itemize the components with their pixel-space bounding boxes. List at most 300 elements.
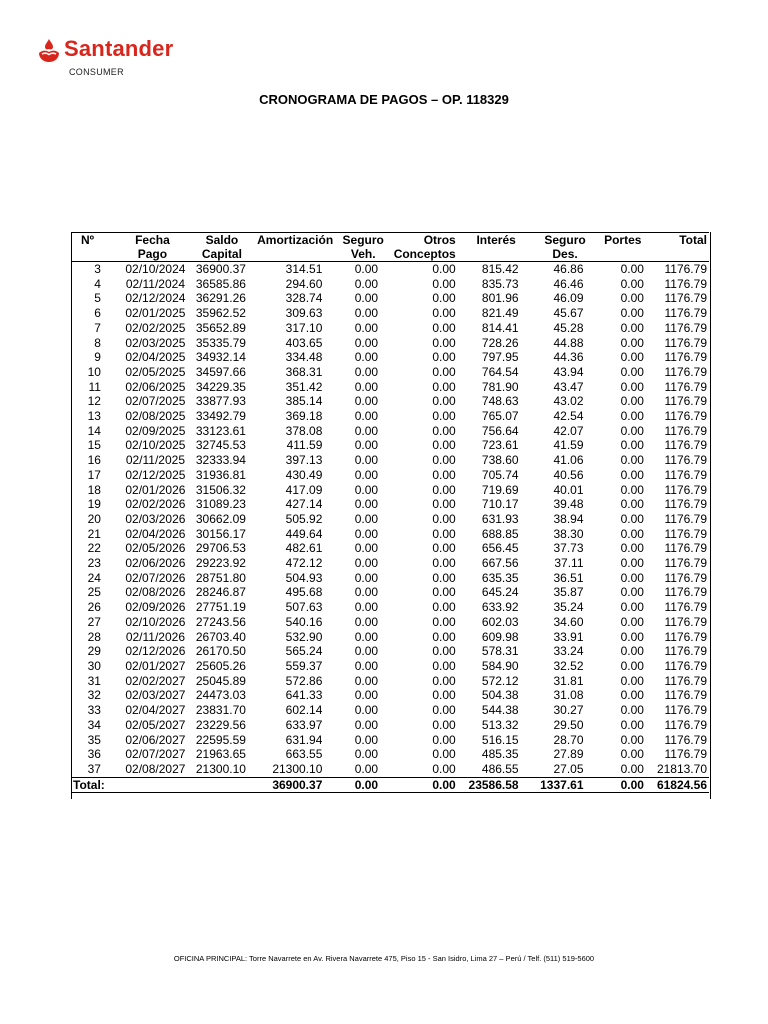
cell-saldo-capital: 34597.66: [195, 364, 246, 379]
cell-seguro-des: 44.88: [553, 335, 584, 350]
col-header-otros: Otros: [390, 233, 462, 248]
cell-total: 1176.79: [664, 732, 707, 747]
cell-amortizacion: 641.33: [285, 688, 323, 703]
cell-amortizacion: 385.14: [285, 394, 323, 409]
cell-seguro-des: 30.27: [553, 703, 584, 718]
cell-seguro-veh: 0.00: [354, 467, 379, 482]
cell-interes: 781.90: [481, 379, 519, 394]
col-header-seguro-veh-2: Veh.: [336, 247, 390, 262]
table-row: [71, 336, 709, 351]
cell-interes: 584.90: [481, 658, 519, 673]
cell-fecha-pago: 02/08/2027: [125, 761, 186, 776]
cell-total: 1176.79: [664, 482, 707, 497]
cell-amortizacion: 369.18: [285, 409, 323, 424]
cell-total: 21813.70: [656, 761, 707, 776]
cell-saldo-capital: 27243.56: [195, 614, 246, 629]
cell-interes: 633.92: [481, 600, 519, 615]
cell-interes: 756.64: [481, 423, 519, 438]
cell-saldo-capital: 35962.52: [195, 306, 246, 321]
cell-amortizacion: 21300.10: [272, 761, 323, 776]
cell-saldo-capital: 33123.61: [195, 423, 246, 438]
cell-amortizacion: 565.24: [285, 644, 323, 659]
cell-interes: 504.38: [481, 688, 519, 703]
cell-interes: 485.35: [481, 747, 519, 762]
cell-portes: 0.00: [620, 747, 644, 762]
cell-total: 1176.79: [664, 423, 707, 438]
cell-portes: 0.00: [620, 467, 644, 482]
cell-interes: 602.03: [481, 614, 519, 629]
header-row-1: [71, 233, 709, 248]
cell-amortizacion: 472.12: [285, 556, 323, 571]
cell-n: 17: [87, 467, 101, 482]
cell-seguro-veh: 0.00: [354, 350, 379, 365]
cell-seguro-veh: 0.00: [354, 570, 379, 585]
table-row: [71, 394, 709, 409]
cell-portes: 0.00: [620, 732, 644, 747]
cell-saldo-capital: 32333.94: [195, 453, 246, 468]
cell-total: 1176.79: [664, 688, 707, 703]
table-row: [71, 688, 709, 703]
cell-saldo-capital: 26170.50: [195, 644, 246, 659]
cell-total: 1176.79: [664, 673, 707, 688]
table-row: [71, 306, 709, 321]
cell-portes: 0.00: [620, 541, 644, 556]
cell-n: 14: [87, 423, 101, 438]
col-header-fecha-2: Pago: [115, 247, 190, 262]
cell-n: 16: [87, 453, 101, 468]
cell-seguro-des: 39.48: [553, 497, 584, 512]
cell-seguro-des: 31.81: [553, 673, 584, 688]
page-title: CRONOGRAMA DE PAGOS – OP. 118329: [259, 92, 509, 107]
cell-fecha-pago: 02/10/2026: [125, 614, 186, 629]
cell-interes: 728.26: [481, 335, 519, 350]
totals-row: [71, 777, 709, 792]
table-row: [71, 350, 709, 365]
cell-seguro-des: 27.89: [553, 747, 584, 762]
cell-amortizacion: 368.31: [285, 364, 323, 379]
cell-otros-conceptos: 0.00: [432, 644, 456, 659]
cell-otros-conceptos: 0.00: [432, 570, 456, 585]
cell-saldo-capital: 25045.89: [195, 673, 246, 688]
cell-amortizacion: 540.16: [285, 614, 323, 629]
cell-interes: 738.60: [481, 453, 519, 468]
col-header-interes: Interés: [462, 233, 531, 248]
cell-saldo-capital: 30156.17: [195, 526, 246, 541]
col-header-total: Total: [646, 233, 709, 248]
cell-fecha-pago: 02/08/2026: [125, 585, 186, 600]
cell-fecha-pago: 02/07/2025: [125, 394, 186, 409]
cell-seguro-veh: 0.00: [354, 364, 379, 379]
cell-otros-conceptos: 0.00: [432, 262, 456, 276]
cell-seguro-des: 33.91: [553, 629, 584, 644]
cell-portes: 0.00: [620, 644, 644, 659]
cell-n: 25: [87, 585, 101, 600]
brand-name: Santander: [64, 36, 174, 61]
cell-total: 1176.79: [664, 629, 707, 644]
cell-interes: 631.93: [481, 511, 519, 526]
cell-otros-conceptos: 0.00: [432, 453, 456, 468]
cell-amortizacion: 397.13: [285, 453, 323, 468]
cell-interes: 797.95: [481, 350, 519, 365]
cell-interes: 723.61: [481, 438, 519, 453]
cell-portes: 0.00: [620, 673, 644, 688]
cell-total: 1176.79: [664, 379, 707, 394]
cell-amortizacion: 504.93: [285, 570, 323, 585]
cell-fecha-pago: 02/03/2025: [125, 335, 186, 350]
table-row: [71, 600, 709, 615]
cell-seguro-des: 35.24: [553, 600, 584, 615]
cell-saldo-capital: 36291.26: [195, 291, 246, 306]
cell-seguro-veh: 0.00: [354, 688, 379, 703]
cell-n: 30: [87, 658, 101, 673]
cell-seguro-des: 36.51: [553, 570, 584, 585]
cell-amortizacion: 663.55: [285, 747, 323, 762]
cell-n: 22: [87, 541, 101, 556]
cell-seguro-veh: 0.00: [354, 747, 379, 762]
cell-saldo-capital: 31089.23: [195, 497, 246, 512]
cell-interes: 814.41: [481, 320, 519, 335]
cell-portes: 0.00: [620, 276, 644, 291]
cell-fecha-pago: 02/10/2025: [125, 438, 186, 453]
col-header-fecha: Fecha: [115, 233, 190, 248]
col-header-saldo: Saldo: [190, 233, 254, 248]
col-header-portes: Portes: [600, 233, 646, 248]
cell-saldo-capital: 22595.59: [195, 732, 246, 747]
table-row: [71, 277, 709, 292]
cell-n: 5: [94, 291, 101, 306]
table-row: [71, 365, 709, 380]
col-header-amortizacion: Amortización: [254, 233, 336, 248]
cell-seguro-veh: 0.00: [354, 717, 379, 732]
cell-total: 1176.79: [664, 335, 707, 350]
cell-interes: 578.31: [481, 644, 519, 659]
cell-otros-conceptos: 0.00: [432, 614, 456, 629]
cell-portes: 0.00: [620, 688, 644, 703]
cell-total: 1176.79: [664, 291, 707, 306]
cell-portes: 0.00: [620, 761, 644, 776]
cell-amortizacion: 403.65: [285, 335, 323, 350]
flame-icon: [36, 38, 62, 64]
table-row: [71, 571, 709, 586]
cell-seguro-des: 40.56: [553, 467, 584, 482]
cell-n: 29: [87, 644, 101, 659]
cell-seguro-des: 27.05: [553, 761, 584, 776]
cell-seguro-veh: 0.00: [354, 703, 379, 718]
cell-otros-conceptos: 0.00: [432, 658, 456, 673]
cell-total: 1176.79: [664, 541, 707, 556]
cell-amortizacion: 507.63: [285, 600, 323, 615]
cell-interes: 667.56: [481, 556, 519, 571]
cell-seguro-veh: 0.00: [354, 526, 379, 541]
cell-saldo-capital: 29223.92: [195, 556, 246, 571]
cell-otros-conceptos: 0.00: [432, 673, 456, 688]
cell-saldo-capital: 28246.87: [195, 585, 246, 600]
cell-portes: 0.00: [620, 409, 644, 424]
cell-amortizacion: 378.08: [285, 423, 323, 438]
table-row: [71, 483, 709, 498]
cell-n: 18: [87, 482, 101, 497]
cell-total: 1176.79: [664, 409, 707, 424]
cell-interes: 705.74: [481, 467, 519, 482]
cell-fecha-pago: 02/12/2024: [125, 291, 186, 306]
cell-seguro-veh: 0.00: [354, 497, 379, 512]
cell-interes: 635.35: [481, 570, 519, 585]
cell-seguro-des: 33.24: [553, 644, 584, 659]
payment-schedule-table: [71, 232, 709, 793]
cell-otros-conceptos: 0.00: [432, 556, 456, 571]
cell-portes: 0.00: [620, 262, 644, 276]
cell-seguro-veh: 0.00: [354, 291, 379, 306]
cell-amortizacion: 633.97: [285, 717, 323, 732]
cell-n: 13: [87, 409, 101, 424]
cell-seguro-des: 43.94: [553, 364, 584, 379]
cell-portes: 0.00: [620, 291, 644, 306]
cell-seguro-des: 40.01: [553, 482, 584, 497]
cell-portes: 0.00: [620, 600, 644, 615]
cell-seguro-veh: 0.00: [354, 732, 379, 747]
cell-amortizacion: 417.09: [285, 482, 323, 497]
totals-portes: 0.00: [600, 777, 646, 792]
cell-fecha-pago: 02/09/2025: [125, 423, 186, 438]
cell-total: 1176.79: [664, 453, 707, 468]
cell-total: 1176.79: [664, 364, 707, 379]
cell-otros-conceptos: 0.00: [432, 732, 456, 747]
cell-seguro-des: 41.06: [553, 453, 584, 468]
cell-total: 1176.79: [664, 556, 707, 571]
cell-otros-conceptos: 0.00: [432, 291, 456, 306]
cell-portes: 0.00: [620, 703, 644, 718]
cell-total: 1176.79: [664, 614, 707, 629]
cell-fecha-pago: 02/04/2026: [125, 526, 186, 541]
cell-n: 12: [87, 394, 101, 409]
cell-seguro-des: 43.47: [553, 379, 584, 394]
cell-otros-conceptos: 0.00: [432, 482, 456, 497]
cell-seguro-veh: 0.00: [354, 556, 379, 571]
cell-saldo-capital: 25605.26: [195, 658, 246, 673]
cell-total: 1176.79: [664, 717, 707, 732]
cell-n: 36: [87, 747, 101, 762]
cell-n: 33: [87, 703, 101, 718]
cell-seguro-veh: 0.00: [354, 453, 379, 468]
cell-interes: 835.73: [481, 276, 519, 291]
cell-seguro-veh: 0.00: [354, 673, 379, 688]
cell-amortizacion: 314.51: [285, 262, 323, 276]
cell-portes: 0.00: [620, 306, 644, 321]
cell-total: 1176.79: [664, 600, 707, 615]
cell-seguro-des: 43.02: [553, 394, 584, 409]
cell-total: 1176.79: [664, 306, 707, 321]
cell-interes: 513.32: [481, 717, 519, 732]
cell-seguro-des: 34.60: [553, 614, 584, 629]
cell-total: 1176.79: [664, 320, 707, 335]
cell-portes: 0.00: [620, 511, 644, 526]
cell-portes: 0.00: [620, 423, 644, 438]
cell-seguro-veh: 0.00: [354, 409, 379, 424]
col-header-n-2: [71, 247, 115, 262]
cell-n: 15: [87, 438, 101, 453]
cell-fecha-pago: 02/01/2027: [125, 658, 186, 673]
cell-saldo-capital: 36900.37: [195, 262, 246, 276]
cell-seguro-veh: 0.00: [354, 614, 379, 629]
cell-n: 4: [94, 276, 101, 291]
cell-otros-conceptos: 0.00: [432, 717, 456, 732]
cell-amortizacion: 559.37: [285, 658, 323, 673]
cell-portes: 0.00: [620, 629, 644, 644]
cell-n: 19: [87, 497, 101, 512]
table-row: [71, 733, 709, 748]
cell-otros-conceptos: 0.00: [432, 688, 456, 703]
cell-seguro-veh: 0.00: [354, 306, 379, 321]
cell-saldo-capital: 21963.65: [195, 747, 246, 762]
cell-fecha-pago: 02/06/2025: [125, 379, 186, 394]
cell-seguro-des: 29.50: [553, 717, 584, 732]
cell-fecha-pago: 02/09/2026: [125, 600, 186, 615]
cell-saldo-capital: 27751.19: [195, 600, 246, 615]
cell-saldo-capital: 30662.09: [195, 511, 246, 526]
cell-saldo-capital: 33492.79: [195, 409, 246, 424]
cell-seguro-des: 32.52: [553, 658, 584, 673]
cell-fecha-pago: 02/12/2026: [125, 644, 186, 659]
cell-n: 24: [87, 570, 101, 585]
cell-total: 1176.79: [664, 526, 707, 541]
col-header-seguro-des: Seguro: [531, 233, 600, 248]
cell-seguro-veh: 0.00: [354, 482, 379, 497]
cell-fecha-pago: 02/02/2025: [125, 320, 186, 335]
cell-seguro-des: 37.11: [554, 556, 584, 571]
cell-fecha-pago: 02/02/2027: [125, 673, 186, 688]
cell-interes: 801.96: [481, 291, 519, 306]
cell-amortizacion: 294.60: [285, 276, 323, 291]
cell-saldo-capital: 28751.80: [195, 570, 246, 585]
cell-interes: 572.12: [481, 673, 519, 688]
totals-seguro-des: 1337.61: [531, 777, 600, 792]
cell-seguro-veh: 0.00: [354, 629, 379, 644]
cell-fecha-pago: 02/11/2024: [125, 276, 185, 291]
cell-portes: 0.00: [620, 320, 644, 335]
cell-seguro-des: 35.87: [553, 585, 584, 600]
cell-portes: 0.00: [620, 717, 644, 732]
cell-saldo-capital: 31936.81: [195, 467, 246, 482]
cell-interes: 764.54: [481, 364, 519, 379]
header-row-2: [71, 247, 709, 262]
col-header-seguro-veh: Seguro: [336, 233, 390, 248]
cell-interes: 609.98: [481, 629, 519, 644]
schedule-body: [71, 262, 709, 778]
cell-seguro-veh: 0.00: [354, 394, 379, 409]
cell-saldo-capital: 35652.89: [195, 320, 246, 335]
cell-n: 8: [94, 335, 101, 350]
cell-portes: 0.00: [620, 497, 644, 512]
cell-fecha-pago: 02/05/2026: [125, 541, 186, 556]
cell-portes: 0.00: [620, 379, 644, 394]
cell-interes: 821.49: [481, 306, 519, 321]
col-header-otros-2: Conceptos: [390, 247, 462, 262]
cell-n: 37: [87, 761, 101, 776]
cell-n: 9: [94, 350, 101, 365]
cell-seguro-des: 31.08: [553, 688, 584, 703]
cell-n: 10: [87, 364, 101, 379]
cell-saldo-capital: 31506.32: [195, 482, 246, 497]
cell-portes: 0.00: [620, 394, 644, 409]
cell-seguro-veh: 0.00: [354, 644, 379, 659]
cell-seguro-veh: 0.00: [354, 438, 379, 453]
cell-amortizacion: 328.74: [285, 291, 323, 306]
table-row: [71, 762, 709, 777]
col-header-total-2: [646, 247, 709, 262]
cell-saldo-capital: 26703.40: [195, 629, 246, 644]
cell-otros-conceptos: 0.00: [432, 511, 456, 526]
table-row: [71, 409, 709, 424]
totals-otros: 0.00: [390, 777, 462, 792]
cell-total: 1176.79: [664, 585, 707, 600]
cell-portes: 0.00: [620, 335, 644, 350]
cell-seguro-veh: 0.00: [354, 423, 379, 438]
cell-seguro-des: 42.54: [553, 409, 584, 424]
cell-total: 1176.79: [664, 644, 707, 659]
cell-fecha-pago: 02/11/2025: [125, 453, 185, 468]
cell-fecha-pago: 02/12/2025: [125, 467, 186, 482]
cell-amortizacion: 532.90: [285, 629, 323, 644]
cell-seguro-des: 42.07: [553, 423, 584, 438]
cell-saldo-capital: 21300.10: [195, 761, 246, 776]
cell-total: 1176.79: [664, 262, 707, 276]
cell-otros-conceptos: 0.00: [432, 703, 456, 718]
cell-fecha-pago: 02/03/2027: [125, 688, 186, 703]
cell-otros-conceptos: 0.00: [432, 350, 456, 365]
cell-otros-conceptos: 0.00: [432, 600, 456, 615]
cell-amortizacion: 351.42: [285, 379, 323, 394]
cell-otros-conceptos: 0.00: [432, 320, 456, 335]
cell-fecha-pago: 02/05/2025: [125, 364, 186, 379]
cell-n: 7: [94, 320, 101, 335]
cell-seguro-veh: 0.00: [354, 262, 379, 276]
table-row: [71, 585, 709, 600]
totals-interes: 23586.58: [462, 777, 531, 792]
cell-interes: 645.24: [481, 585, 519, 600]
cell-fecha-pago: 02/06/2026: [125, 556, 186, 571]
cell-n: 34: [87, 717, 101, 732]
cell-total: 1176.79: [664, 394, 707, 409]
cell-amortizacion: 631.94: [285, 732, 323, 747]
cell-saldo-capital: 32745.53: [195, 438, 246, 453]
cell-interes: 710.17: [481, 497, 519, 512]
santander-consumer-logo: [36, 36, 176, 80]
cell-otros-conceptos: 0.00: [432, 438, 456, 453]
cell-otros-conceptos: 0.00: [432, 747, 456, 762]
cell-saldo-capital: 36585.86: [195, 276, 246, 291]
cell-seguro-veh: 0.00: [354, 600, 379, 615]
cell-portes: 0.00: [620, 526, 644, 541]
table-row: [71, 527, 709, 542]
cell-fecha-pago: 02/03/2026: [125, 511, 186, 526]
cell-saldo-capital: 23229.56: [195, 717, 246, 732]
cell-otros-conceptos: 0.00: [432, 394, 456, 409]
cell-interes: 688.85: [481, 526, 519, 541]
cell-amortizacion: 427.14: [285, 497, 323, 512]
cell-portes: 0.00: [620, 556, 644, 571]
cell-amortizacion: 309.63: [285, 306, 323, 321]
cell-portes: 0.00: [620, 453, 644, 468]
cell-saldo-capital: 23831.70: [195, 703, 246, 718]
table-row: [71, 321, 709, 336]
cell-amortizacion: 317.10: [285, 320, 323, 335]
cell-interes: 815.42: [481, 262, 519, 276]
cell-saldo-capital: 33877.93: [195, 394, 246, 409]
totals-label: Total:: [71, 777, 115, 792]
cell-n: 23: [87, 556, 101, 571]
cell-fecha-pago: 02/06/2027: [125, 732, 186, 747]
cell-otros-conceptos: 0.00: [432, 306, 456, 321]
